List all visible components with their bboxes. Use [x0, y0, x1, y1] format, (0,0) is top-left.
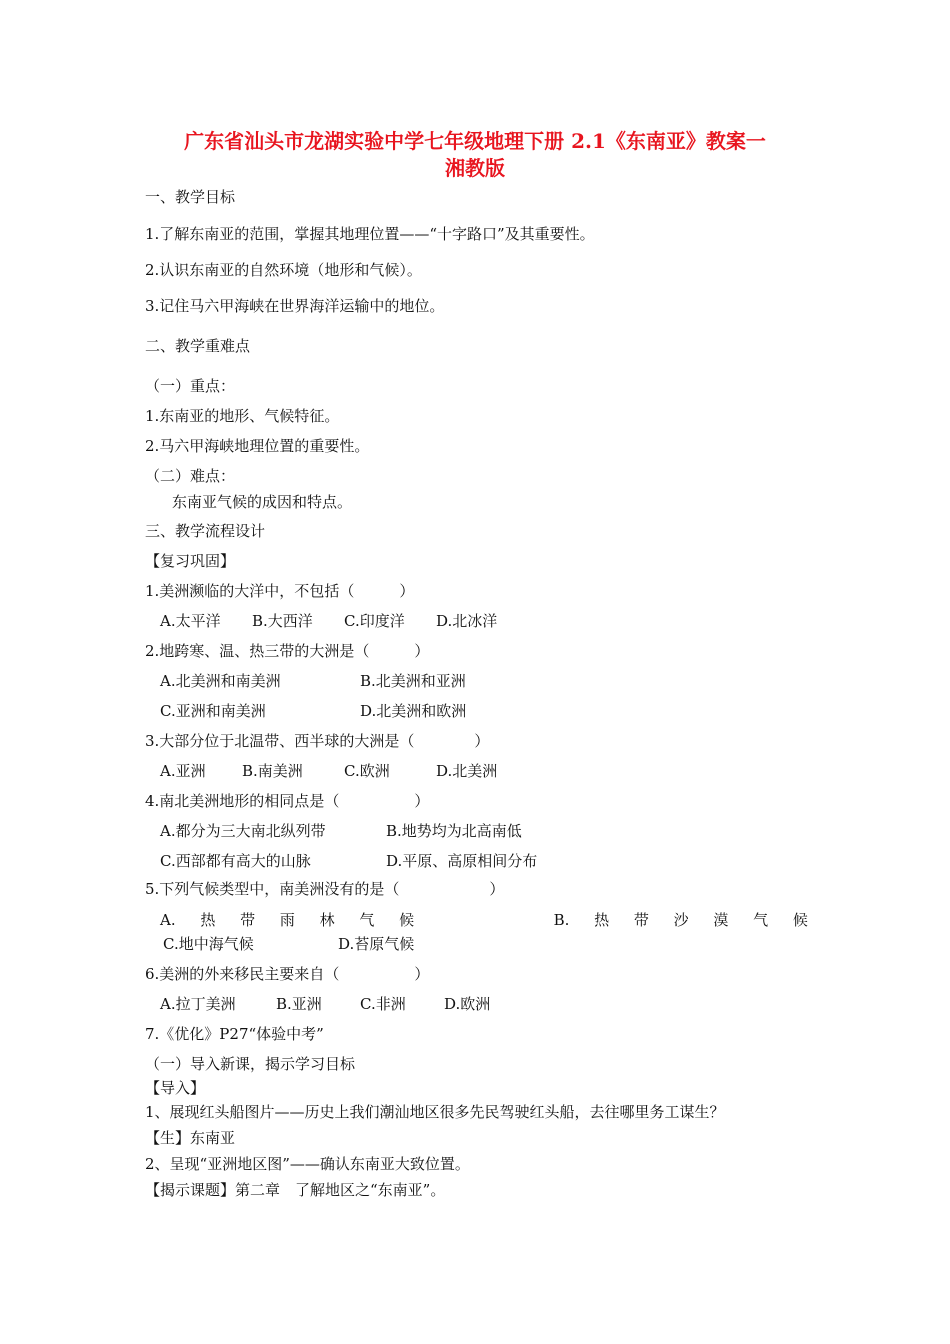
option-char: 热	[594, 911, 610, 929]
option-char: 带	[240, 911, 256, 929]
difficulty-heading: （二）难点：	[145, 467, 236, 485]
option: A.亚洲	[160, 762, 206, 780]
option: D.欧洲	[444, 995, 491, 1013]
option-char: 候	[399, 911, 415, 929]
goal-1: 1.了解东南亚的范围，掌握其地理位置——“十字路口”及其重要性。	[145, 225, 595, 243]
document-title	[120, 128, 830, 182]
option-char: 沙	[673, 911, 689, 929]
option: C.西部都有高大的山脉	[160, 852, 311, 870]
option: B.南美洲	[242, 762, 303, 780]
option-char: A.	[160, 911, 176, 929]
question-1: 1.美洲濒临的大洋中，不包括（ ）	[145, 582, 415, 600]
reveal-topic: 【揭示课题】第二章 了解地区之“东南亚”。	[145, 1181, 446, 1199]
option-char: 雨	[279, 911, 295, 929]
option-char: 候	[792, 911, 808, 929]
option: B.亚洲	[276, 995, 322, 1013]
option: D.北美洲	[436, 762, 498, 780]
option: D.苔原气候	[338, 935, 415, 953]
step-1: 1、展现红头船图片——历史上我们潮汕地区很多先民驾驶红头船，去往哪里务工谋生？	[145, 1103, 725, 1121]
key-point-1: 1.东南亚的地形、气候特征。	[145, 407, 340, 425]
option: A.北美洲和南美洲	[160, 672, 281, 690]
option-char: 漠	[713, 911, 729, 929]
option: A.太平洋	[160, 612, 221, 630]
option: A.拉丁美洲	[160, 995, 236, 1013]
option-char: B.	[553, 911, 570, 929]
question-2: 2.地跨寒、温、热三带的大洲是（ ）	[145, 642, 430, 660]
option: C.非洲	[360, 995, 406, 1013]
review-heading: 【复习巩固】	[145, 552, 236, 570]
option: C.亚洲和南美洲	[160, 702, 266, 720]
question-7: 7.《优化》P27“体验中考”	[145, 1025, 324, 1043]
option: C.地中海气候	[163, 935, 254, 953]
goal-2: 2.认识东南亚的自然环境（地形和气候）。	[145, 261, 422, 279]
question-5: 5.下列气候类型中，南美洲没有的是（ ）	[145, 880, 505, 898]
question-6: 6.美洲的外来移民主要来自（ ）	[145, 965, 430, 983]
option-char: 气	[359, 911, 375, 929]
student-answer: 【生】东南亚	[145, 1129, 236, 1147]
step-2: 2、呈现“亚洲地区图”——确认东南亚大致位置。	[145, 1155, 470, 1173]
question-4: 4.南北美洲地形的相同点是（ ）	[145, 792, 430, 810]
option: C.欧洲	[344, 762, 390, 780]
title-line-1: 广东省汕头市龙湖实验中学七年级地理下册 2.1《东南亚》教案一	[184, 129, 766, 153]
question-5-options-row-1	[160, 910, 808, 930]
option: C.印度洋	[344, 612, 405, 630]
option: B.北美洲和亚洲	[360, 672, 466, 690]
option: B.地势均为北高南低	[386, 822, 522, 840]
option: B.大西洋	[252, 612, 313, 630]
option-char: 气	[753, 911, 769, 929]
section-heading-goals: 一、教学目标	[145, 188, 236, 206]
option: D.北冰洋	[436, 612, 498, 630]
key-heading: （一）重点：	[145, 377, 236, 395]
option-char: 带	[633, 911, 649, 929]
daoru-label: 【导入】	[145, 1079, 206, 1097]
section-heading-flow: 三、教学流程设计	[145, 522, 266, 540]
option: A.都分为三大南北纵列带	[160, 822, 326, 840]
option: D.平原、高原相间分布	[386, 852, 538, 870]
option: D.北美洲和欧洲	[360, 702, 467, 720]
option-char: 热	[200, 911, 216, 929]
question-3: 3.大部分位于北温带、西半球的大洲是（ ）	[145, 732, 490, 750]
intro-heading: （一）导入新课，揭示学习目标	[145, 1055, 356, 1073]
title-line-2: 湘教版	[445, 156, 505, 180]
key-point-2: 2.马六甲海峡地理位置的重要性。	[145, 437, 370, 455]
goal-3: 3.记住马六甲海峡在世界海洋运输中的地位。	[145, 297, 445, 315]
option-spacer	[439, 910, 529, 930]
option-char: 林	[319, 911, 335, 929]
difficulty-point: 东南亚气候的成因和特点。	[172, 493, 353, 511]
section-heading-key-points: 二、教学重难点	[145, 337, 251, 355]
